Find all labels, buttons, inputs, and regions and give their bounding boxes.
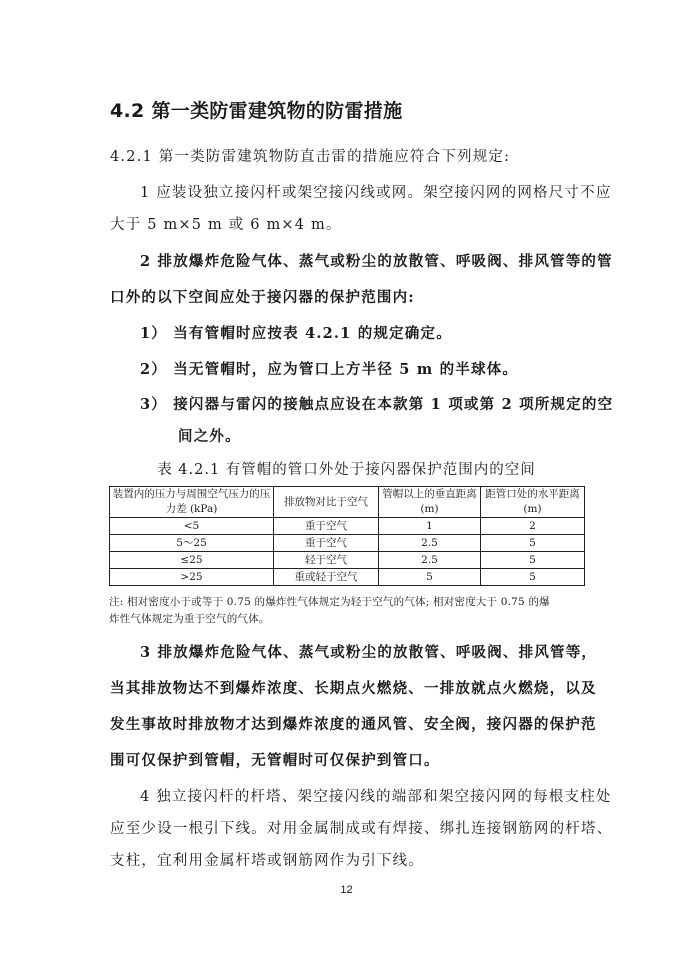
item-1-line-2: 大于 5 m×5 m 或 6 m×4 m。 (110, 217, 342, 233)
table-cell: 5 (481, 569, 585, 586)
table-header-row (110, 487, 585, 518)
item-2-line-2: 口外的以下空间应处于接闪器的保护范围内: (110, 289, 415, 306)
header-vertical-distance: 管帽以上的垂直距离 (m) (379, 487, 481, 518)
table-row (110, 569, 585, 586)
header-emission: 排放物对比于空气 (274, 487, 379, 518)
spec-table (109, 486, 585, 586)
sub-item-3-line-2: 间之外。 (178, 428, 241, 445)
table-row (110, 535, 585, 552)
sub-item-1: 1） 当有管帽时应按表 4.2.1 的规定确定。 (140, 325, 452, 342)
table-note-line-2: 炸性气体规定为重于空气的气体。 (109, 613, 270, 625)
table-cell: 2.5 (379, 552, 481, 569)
item-4-line-1: 4 独立接闪杆的杆塔、架空接闪线的端部和架空接闪网的每根支柱处 (140, 789, 612, 805)
item-3-line-1: 3 排放爆炸危险气体、蒸气或粉尘的放散管、呼吸阀、排风管等， (140, 644, 598, 661)
page-number: 12 (340, 884, 353, 896)
table-cell: 5 (481, 535, 585, 552)
clause-intro: 4.2.1 第一类防雷建筑物防直击雷的措施应符合下列规定: (110, 149, 511, 165)
sub-item-2: 2） 当无管帽时，应为管口上方半径 5 m 的半球体。 (140, 361, 519, 378)
item-1-line-1: 1 应装设独立接闪杆或架空接闪线或网。架空接闪网的网格尺寸不应 (140, 185, 612, 201)
table-note-line-1: 注: 相对密度小于或等于 0.75 的爆炸性气体规定为轻于空气的气体; 相对密度大于 0.75 的爆 (109, 596, 550, 608)
table-cell: 2 (481, 518, 585, 535)
item-4-line-3: 支柱，宜利用金属杆塔或钢筋网作为引下线。 (110, 853, 424, 869)
header-horizontal-distance: 距管口处的水平距离 (m) (481, 487, 585, 518)
table-cell: 1 (379, 518, 481, 535)
sub-item-3-line-1: 3） 接闪器与雷闪的接触点应设在本款第 1 项或第 2 项所规定的空 (140, 396, 614, 413)
table-row (110, 518, 585, 535)
table-cell: 轻于空气 (274, 552, 379, 569)
item-3-line-2: 当其排放物达不到爆炸浓度、长期点火燃烧、一排放就点火燃烧，以及 (110, 680, 597, 697)
header-pressure: 装置内的压力与周围空气压力的压力差 (kPa) (110, 487, 274, 518)
table-row (110, 552, 585, 569)
table-cell: <5 (110, 518, 274, 535)
table-cell: 5 (481, 552, 585, 569)
table-cell: 重于空气 (274, 535, 379, 552)
section-heading: 4.2 第一类防雷建筑物的防雷措施 (110, 100, 403, 122)
table-cell: 5 (379, 569, 481, 586)
table-cell: 2.5 (379, 535, 481, 552)
table-cell: 重于空气 (274, 518, 379, 535)
table-cell: >25 (110, 569, 274, 586)
item-4-line-2: 应至少设一根引下线。对用金属制成或有焊接、绑扎连接钢筋网的杆塔、 (110, 821, 613, 837)
item-3-line-3: 发生事故时排放物才达到爆炸浓度的通风管、安全阀，接闪器的保护范 (110, 716, 597, 733)
table-caption: 表 4.2.1 有管帽的管口外处于接闪器保护范围内的空间 (157, 462, 536, 478)
table-cell: ≤25 (110, 552, 274, 569)
item-3-line-4: 围可仅保护到管帽，无管帽时可仅保护到管口。 (110, 752, 440, 769)
table-cell: 5～25 (110, 535, 274, 552)
table-cell: 重或轻于空气 (274, 569, 379, 586)
item-2-line-1: 2 排放爆炸危险气体、蒸气或粉尘的放散管、呼吸阀、排风管等的管 (140, 253, 613, 270)
